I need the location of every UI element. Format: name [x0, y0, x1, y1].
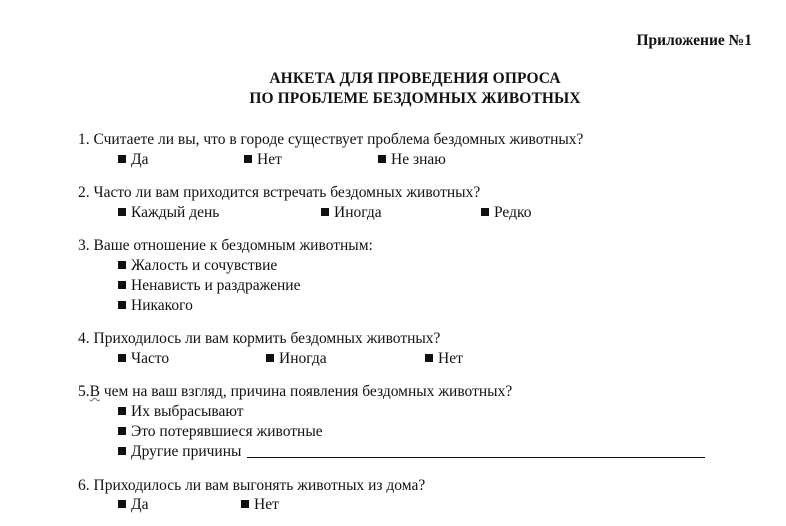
option-q2-rarely[interactable]: [481, 204, 531, 222]
question-6: 6. Приходилось ли вам выгонять животных из дома?: [78, 477, 426, 494]
option-label: Каждый день: [131, 204, 220, 221]
option-label: Нет: [257, 151, 282, 168]
black-square-icon: [118, 354, 126, 362]
black-square-icon: [118, 301, 126, 309]
black-square-icon: [321, 208, 329, 216]
black-square-icon: [241, 500, 249, 508]
option-q4-sometimes[interactable]: [266, 350, 327, 368]
option-label: Никакого: [131, 297, 193, 314]
option-label: Это потерявшиеся животные: [131, 423, 323, 440]
question-5: [78, 383, 512, 401]
option-q2-sometimes[interactable]: [321, 204, 382, 222]
option-q3-hatred[interactable]: [118, 277, 300, 295]
black-square-icon: [266, 354, 274, 362]
survey-title-line-2: ПО ПРОБЛЕМЕ БЕЗДОМНЫХ ЖИВОТНЫХ: [249, 90, 581, 107]
black-square-icon: [481, 208, 489, 216]
black-square-icon: [425, 354, 433, 362]
black-square-icon: [118, 261, 126, 269]
black-square-icon: [118, 500, 126, 508]
option-label: Да: [131, 496, 149, 513]
option-q4-no[interactable]: [425, 350, 463, 368]
question-1: 1. Считаете ли вы, что в городе существует проблема бездомных животных?: [78, 131, 584, 148]
option-label: Редко: [494, 204, 532, 221]
question-5-text: чем на ваш взгляд, причина появления бездомных животных?: [99, 383, 513, 400]
option-q5-lost[interactable]: [118, 423, 323, 441]
option-q1-dont-know[interactable]: [378, 151, 446, 169]
option-q2-every-day[interactable]: [118, 204, 219, 222]
option-q6-yes[interactable]: [118, 496, 148, 514]
black-square-icon: [118, 427, 126, 435]
option-label: Нет: [254, 496, 279, 513]
option-label: Да: [131, 151, 149, 168]
option-label: Не знаю: [391, 151, 446, 168]
option-q3-none[interactable]: [118, 297, 193, 315]
option-label: Иногда: [334, 204, 382, 221]
option-q1-no[interactable]: [244, 151, 282, 169]
black-square-icon: [118, 208, 126, 216]
option-label: Иногда: [279, 350, 327, 367]
black-square-icon: [118, 447, 126, 455]
option-q4-often[interactable]: [118, 350, 169, 368]
option-q1-yes[interactable]: [118, 151, 148, 169]
survey-title-line-1: АНКЕТА ДЛЯ ПРОВЕДЕНИЯ ОПРОСА: [269, 70, 561, 87]
option-label: Ненависть и раздражение: [131, 277, 301, 294]
option-q6-no[interactable]: [241, 496, 279, 514]
black-square-icon: [118, 155, 126, 163]
option-q5-thrown-out[interactable]: [118, 403, 244, 421]
option-q5-other[interactable]: [118, 443, 705, 461]
black-square-icon: [118, 281, 126, 289]
option-label: Их выбрасывают: [131, 403, 244, 420]
option-q3-pity[interactable]: [118, 257, 277, 275]
other-reasons-fill-line[interactable]: [247, 443, 705, 458]
black-square-icon: [118, 407, 126, 415]
question-2: 2. Часто ли вам приходится встречать бездомных животных?: [78, 184, 481, 201]
black-square-icon: [378, 155, 386, 163]
question-3: 3. Ваше отношение к бездомным животным:: [78, 237, 373, 254]
appendix-label: Приложение №1: [636, 32, 752, 49]
option-label: Часто: [131, 350, 170, 367]
question-5-number: 5.: [78, 383, 90, 400]
question-4: 4. Приходилось ли вам кормить бездомных животных?: [78, 330, 441, 347]
option-label: Нет: [438, 350, 463, 367]
black-square-icon: [244, 155, 252, 163]
option-label: Жалость и сочувствие: [131, 257, 278, 274]
spellcheck-marked-word: В: [89, 383, 100, 400]
option-label: Другие причины: [131, 443, 242, 460]
